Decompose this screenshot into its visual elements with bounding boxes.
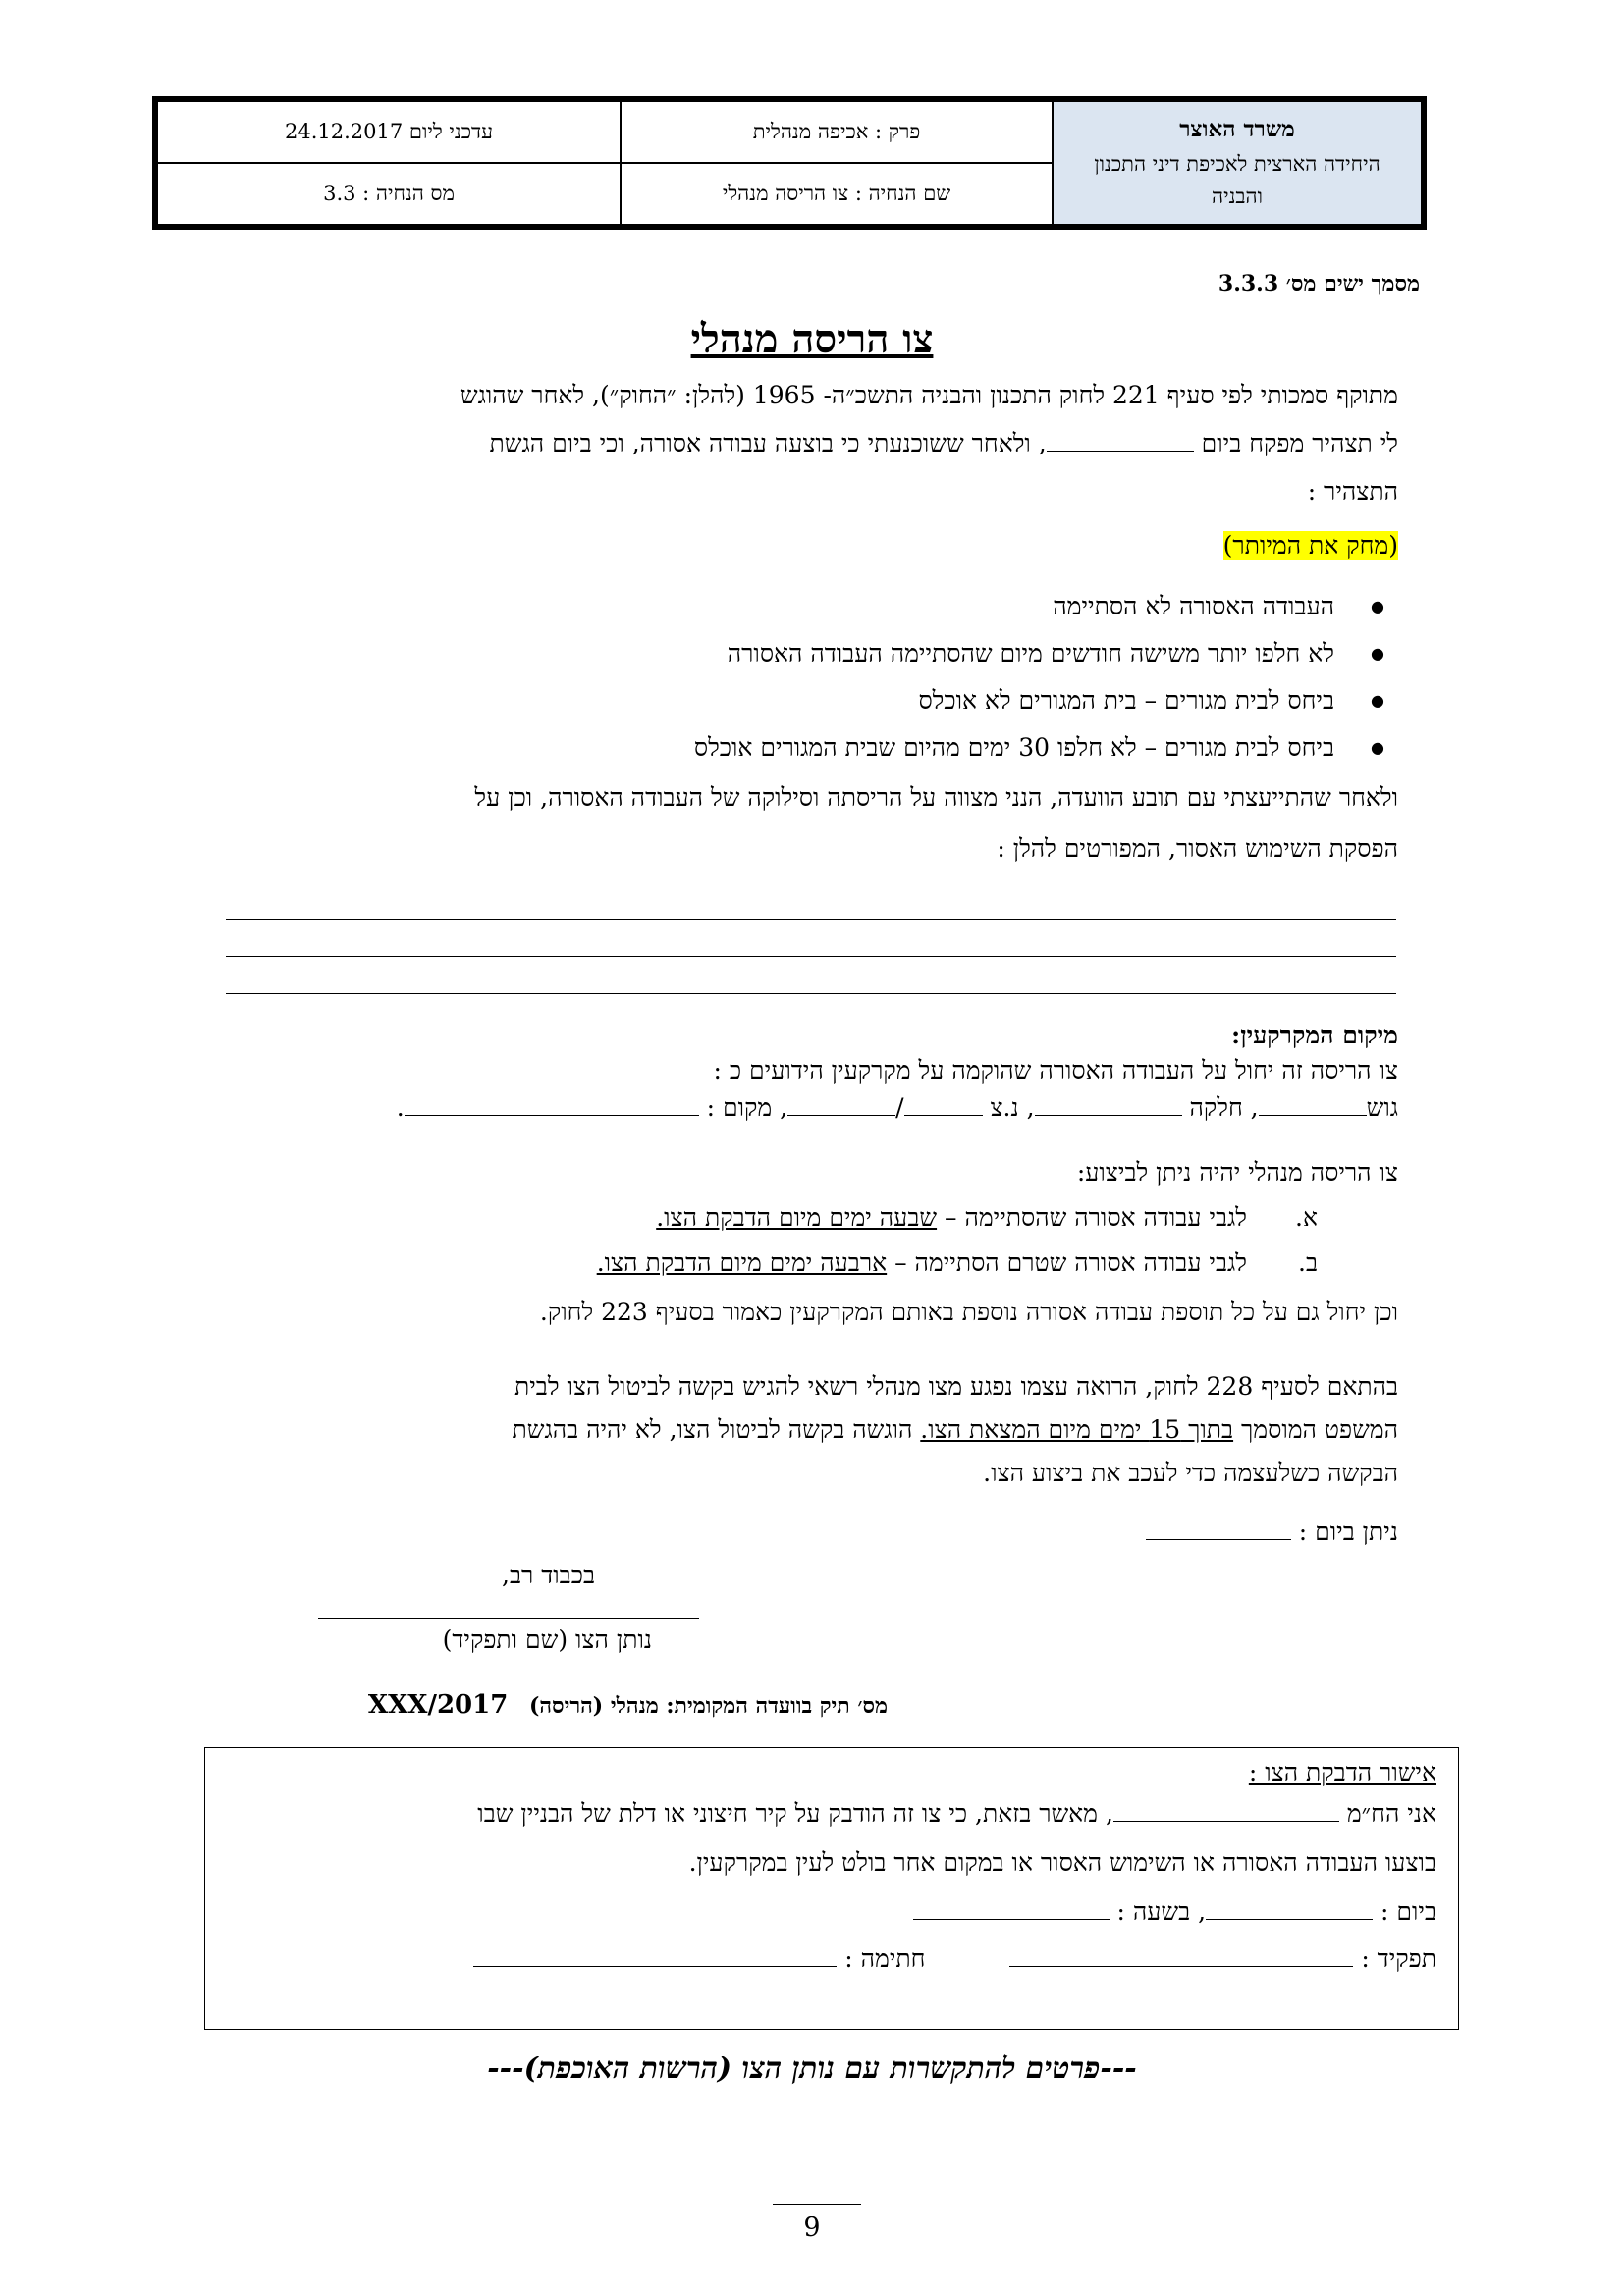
declaration-date-field[interactable] [1047, 429, 1194, 452]
guide-name: שם הנחיה : צו הריסה מנהלי [621, 163, 1053, 225]
item-emphasis: שבעה ימים מיום הדבקת הצו. [656, 1203, 938, 1232]
execution-also: וכן יחול גם על כל תוספת עבודה אסורה נוספת באותם המקרקעין כאמור בסעיף 223 לחוק. [539, 1298, 1398, 1326]
posting-certificate-box [204, 1747, 1459, 2030]
nz-field-2[interactable] [787, 1094, 895, 1116]
regards: בכבוד רב, [502, 1561, 595, 1589]
updated-date: עדכני ליום 24.12.2017 [157, 101, 621, 163]
cert-time-field[interactable] [913, 1897, 1110, 1920]
header-table [152, 96, 1427, 230]
cancel-line-1: בהתאם לסעיף 228 לחוק, הרואה עצמו נפגע מצו מנהלי רשאי להגיש בקשה לביטול הצו לבית [514, 1372, 1398, 1401]
intro-line-2b: , ולאחר ששוכנעתי כי בוצעה עבודה אסורה, וכי ביום הגשת [489, 429, 1047, 457]
org-subtitle: היחידה הארצית לאכיפת דיני התכנון והבניה [1094, 151, 1380, 209]
gush-label: גוש [1366, 1094, 1398, 1122]
org-title: משרד האוצר [1179, 116, 1295, 142]
page-title: צו הריסה מנהלי [690, 316, 934, 362]
given-on-field[interactable] [1146, 1518, 1291, 1540]
details-line[interactable] [226, 993, 1396, 994]
after-committee-line-2: הפסקת השימוש האסור, המפורטים להלן : [997, 834, 1398, 863]
chapter: פרק : אכיפה מנהלית [621, 101, 1053, 163]
intro-line-3: התצהיר : [1307, 477, 1398, 506]
intro-line-1: מתוקף סמכותי לפי סעיף 221 לחוק התכנון והבניה התשכ״ה- 1965 (להלן: ״החוק״), לאחר שהוגש [460, 381, 1398, 409]
list-item: ● לא חלפו יותר משישה חודשים מיום שהסתיימה העבודה האסורה [694, 630, 1398, 677]
cert-signature-field[interactable] [473, 1945, 837, 1967]
contact-title: ---פרטים להתקשרות עם נותן הצו (הרשות האוכפת)--- [487, 2052, 1137, 2086]
cert-name-label: אני הח״מ [1346, 1799, 1436, 1828]
item-text: לגבי עבודה אסורה שהסתיימה – [937, 1203, 1247, 1232]
page-number: 9 [803, 2213, 821, 2243]
location-line-2 [397, 1094, 1398, 1123]
details-line[interactable] [226, 956, 1396, 957]
strike-note [1223, 531, 1398, 561]
location-end-dot: . [396, 1094, 405, 1122]
item-emphasis: ארבעה ימים מיום הדבקת הצו. [596, 1249, 888, 1277]
item-letter: א. [1295, 1203, 1318, 1232]
signer-caption: נותן הצו (שם ותפקיד) [442, 1626, 652, 1654]
strike-note-text: (מחק את המיותר) [1222, 531, 1398, 560]
helka-label: , חלקה [1189, 1094, 1259, 1122]
cert-signature-label: חתימה : [844, 1945, 926, 1973]
execution-item-b [597, 1249, 1318, 1278]
cancel-line-2a: המשפט המוסמך [1233, 1415, 1398, 1444]
file-number [368, 1690, 888, 1720]
file-number-value: 2017/XXX [367, 1690, 509, 1720]
execution-intro: צו הריסה מנהלי יהיה ניתן לביצוע: [1076, 1158, 1398, 1187]
list-item: ● ביחס לבית מגורים – לא חלפו 30 ימים מהיום שבית המגורים אוכלס [694, 724, 1398, 772]
cancel-line-3: הבקשה כשלעצמה כדי לעכב את ביצוע הצו. [983, 1459, 1398, 1487]
cert-role-field[interactable] [1009, 1945, 1353, 1967]
certificate-role-row [473, 1945, 1436, 1974]
details-line[interactable] [226, 919, 1396, 920]
cancel-deadline: בתוך 15 ימים מיום המצאת הצו. [920, 1415, 1234, 1444]
cancel-line-2b: הוגשה בקשה לביטול הצו, לא יהיה בהגשת [512, 1415, 921, 1444]
certificate-date-row [913, 1897, 1436, 1927]
nz-field-1[interactable] [904, 1094, 983, 1116]
guide-number: מס הנחיה : 3.3 [157, 163, 621, 225]
certificate-line-2: בוצעו העבודה האסורה או השימוש האסור או במקום אחר בולט לעין במקרקעין. [688, 1848, 1436, 1877]
list-item: ● ביחס לבית מגורים – בית המגורים לא אוכלס [694, 677, 1398, 724]
cancel-line-2 [513, 1415, 1398, 1445]
document-id: מסמך ישים מס׳ 3.3.3 [1218, 271, 1420, 296]
nz-label: , נ.צ [990, 1094, 1035, 1122]
makom-field[interactable] [405, 1094, 699, 1116]
execution-item-a [656, 1203, 1318, 1233]
cert-date-field[interactable] [1206, 1897, 1373, 1920]
cert-role-label: תפקיד : [1361, 1945, 1436, 1973]
gush-field[interactable] [1259, 1094, 1367, 1116]
intro-line-2a: לי תצהיר מפקח ביום [1201, 429, 1398, 457]
item-letter: ב. [1298, 1249, 1318, 1277]
signer-line[interactable] [318, 1618, 699, 1619]
location-line-1: צו הריסה זה יחול על העבודה האסורה שהוקמה על מקרקעין הידועים כ : [713, 1056, 1398, 1085]
after-committee-line-1: ולאחר שהתייעצתי עם תובע הוועדה, הנני מצווה על הריסתה וסילוקה של העבודה האסורה, וכן על [474, 783, 1398, 812]
cert-time-label: , בשעה : [1116, 1897, 1207, 1926]
intro-line-2 [490, 429, 1398, 458]
item-text: לגבי עבודה אסורה שטרם הסתיימה – [887, 1249, 1247, 1277]
cert-line-1b: , מאשר בזאת, כי צו זה הודבק על קיר חיצוני או דלת של הבניין שבו [477, 1799, 1113, 1828]
makom-label: , מקום : [706, 1094, 788, 1122]
conditions-list [694, 583, 1398, 772]
organization [1053, 101, 1422, 225]
certificate-line-1 [477, 1799, 1436, 1829]
page-number-rule [773, 2204, 861, 2205]
given-on [1146, 1518, 1398, 1547]
helka-field[interactable] [1035, 1094, 1182, 1116]
list-item: ● העבודה האסורה לא הסתיימה [694, 583, 1398, 630]
nz-slash: / [895, 1094, 904, 1122]
location-heading: מיקום המקרקעין: [1231, 1021, 1398, 1049]
given-on-label: ניתן ביום : [1298, 1518, 1398, 1546]
cert-name-field[interactable] [1113, 1799, 1339, 1822]
file-number-label: מס׳ תיק בוועדה המקומית: מנהלי (הריסה) [528, 1693, 888, 1719]
certificate-heading: אישור הדבקת הצו : [1248, 1758, 1436, 1787]
cert-date-label: ביום : [1380, 1897, 1436, 1926]
